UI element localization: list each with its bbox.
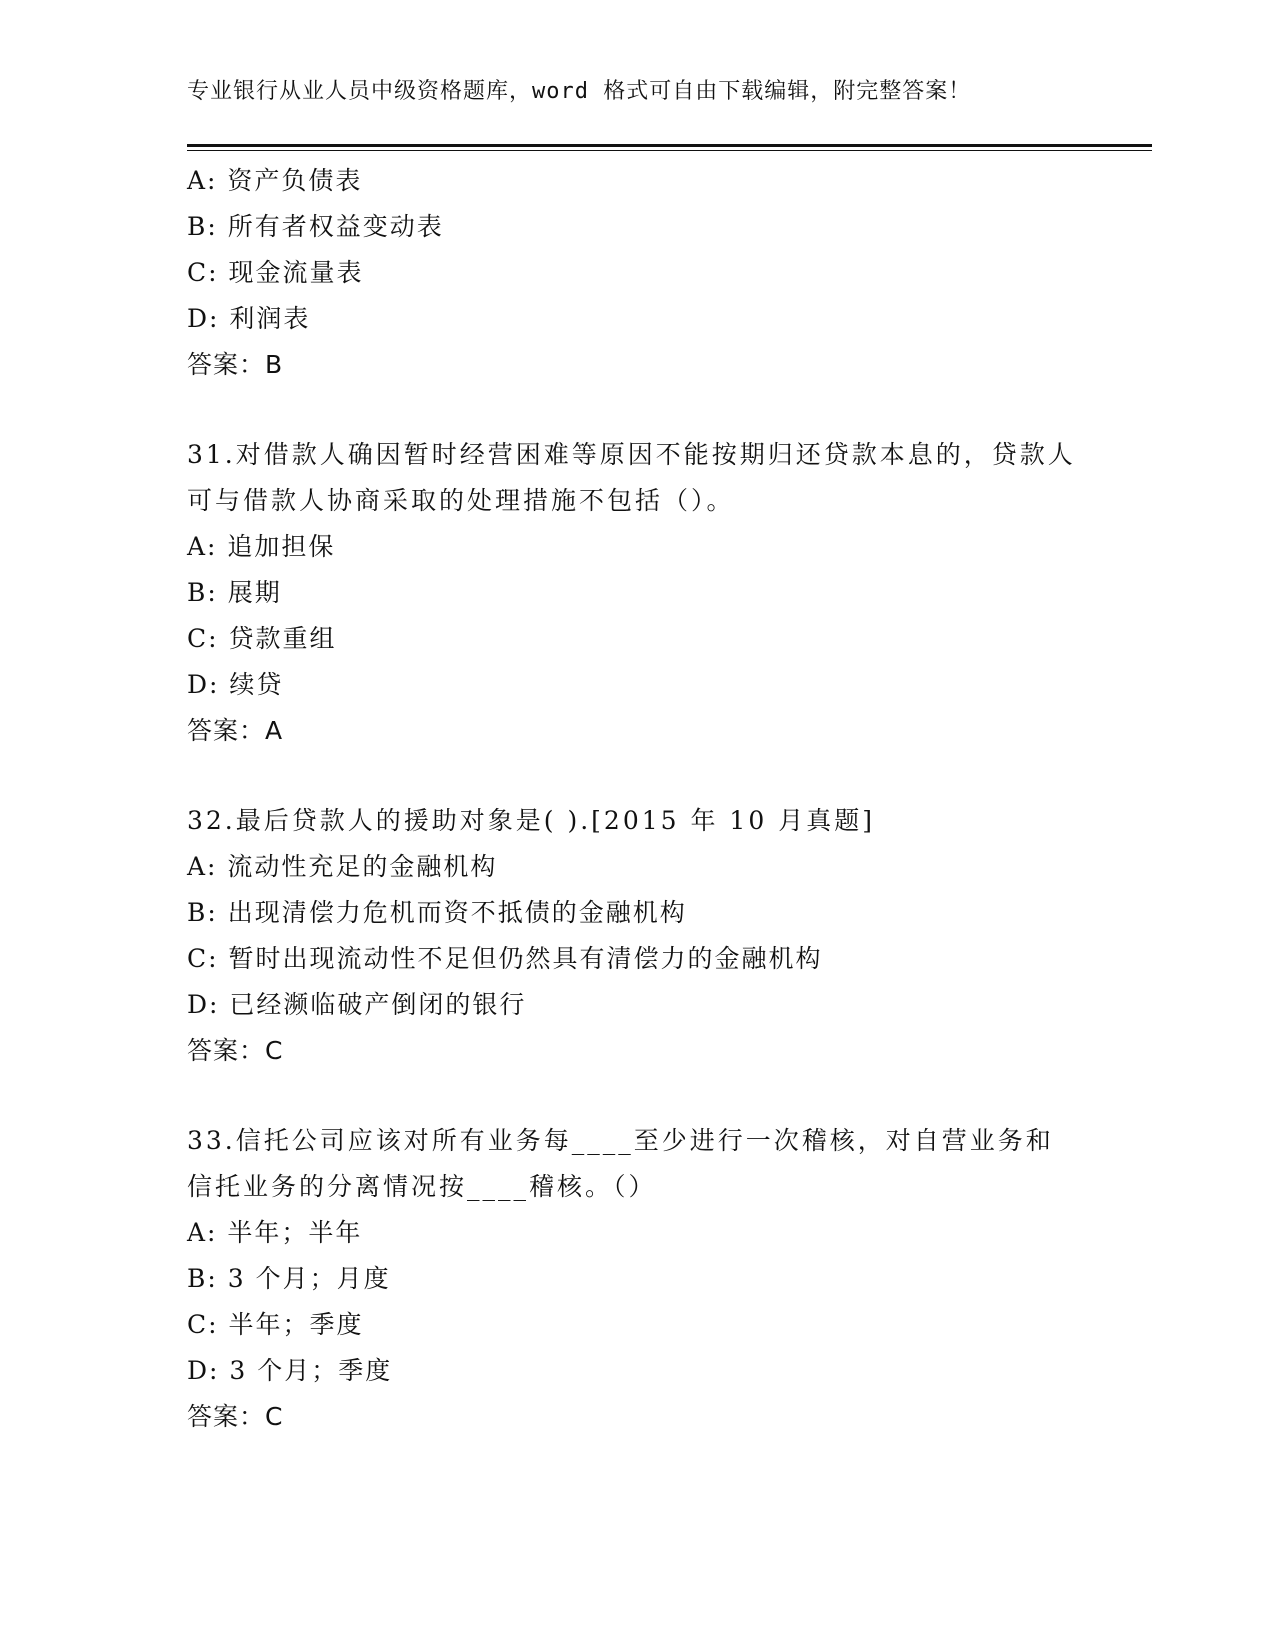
header-rule-thick (187, 144, 1152, 147)
answer: 答案：A (187, 716, 284, 745)
question-block-33 (187, 1118, 1077, 1440)
option-b: B: 出现清偿力危机而资不抵债的金融机构 (187, 898, 687, 927)
question-block-32 (187, 798, 1077, 1074)
option-c: C: 现金流量表 (187, 258, 364, 287)
option-c: C: 贷款重组 (187, 624, 337, 653)
option-d: D: 3 个月；季度 (187, 1356, 393, 1385)
option-b: B: 展期 (187, 578, 282, 607)
question-block-31 (187, 432, 1077, 754)
question-stem: 31.对借款人确因暂时经营困难等原因不能按期归还贷款本息的，贷款人可与借款人协商采取的处理措施不包括（）。 (187, 440, 1076, 515)
page-header: 专业银行从业人员中级资格题库，word 格式可自由下载编辑，附完整答案！ (187, 79, 972, 104)
answer: 答案：B (187, 350, 284, 379)
answer: 答案：C (187, 1036, 284, 1065)
header-rule-thin (187, 150, 1152, 151)
question-list (187, 158, 1077, 1440)
option-c: C: 半年；季度 (187, 1310, 364, 1339)
question-stem: 32.最后贷款人的援助对象是( ).[2015 年 10 月真题] (187, 806, 875, 835)
question-block-30 (187, 158, 1077, 388)
answer: 答案：C (187, 1402, 284, 1431)
option-d: D: 已经濒临破产倒闭的银行 (187, 990, 527, 1019)
option-d: D: 续贷 (187, 670, 284, 699)
option-b: B: 所有者权益变动表 (187, 212, 444, 241)
option-b: B: 3 个月；月度 (187, 1264, 391, 1293)
option-a: A: 流动性充足的金融机构 (187, 852, 498, 881)
option-c: C: 暂时出现流动性不足但仍然具有清偿力的金融机构 (187, 944, 823, 973)
option-a: A: 资产负债表 (187, 166, 363, 195)
question-stem: 33.信托公司应该对所有业务每____至少进行一次稽核，对自营业务和信托业务的分离情况按____稽核。（） (187, 1126, 1054, 1201)
option-a: A: 半年；半年 (187, 1218, 363, 1247)
option-d: D: 利润表 (187, 304, 311, 333)
option-a: A: 追加担保 (187, 532, 336, 561)
